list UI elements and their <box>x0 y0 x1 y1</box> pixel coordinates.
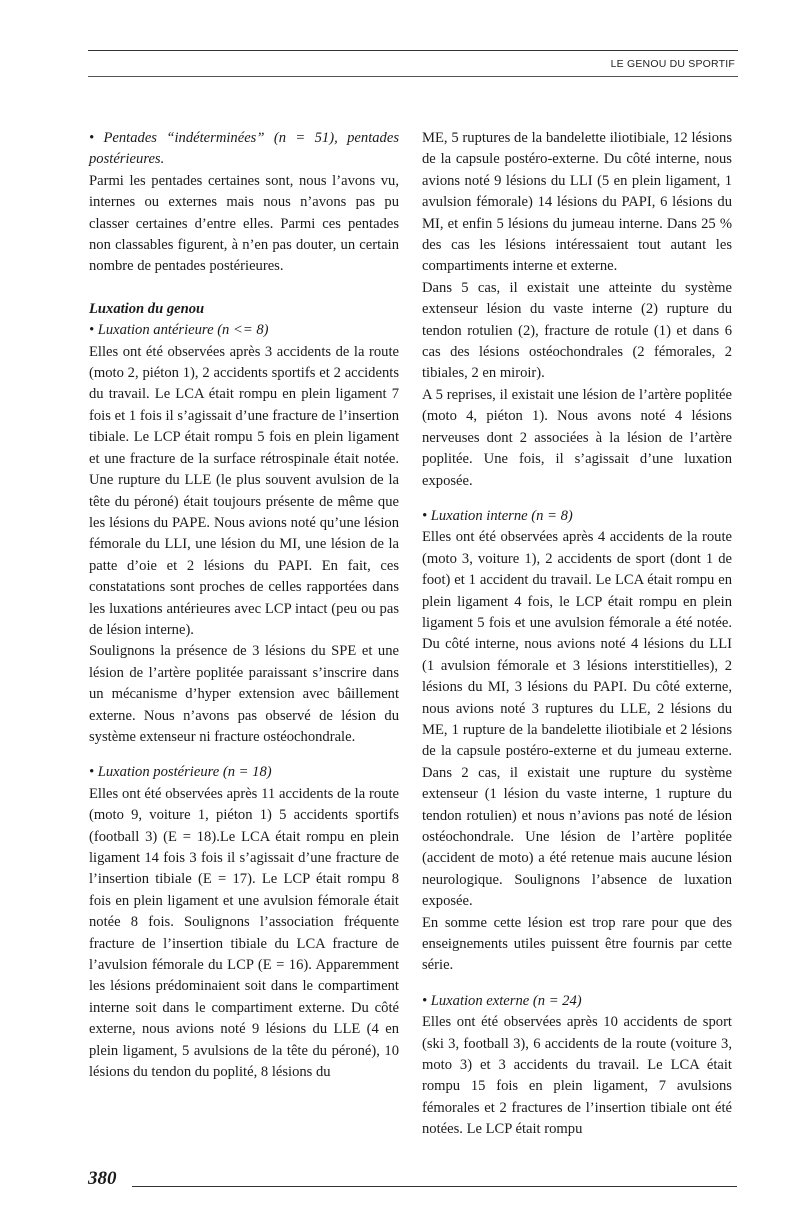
top-rule <box>88 50 738 51</box>
body-paragraph: Soulignons la présence de 3 lésions du SPE et une lésion de l’artère poplitée paraissant s’inscrire dans un mécanisme d’hyper extension avec bâillement externe. Nous n’avons pas observé de lésion du système extenseur ni fracture ostéochondrale. <box>89 643 399 745</box>
running-head: LE GENOU DU SPORTIF <box>610 58 735 70</box>
footer-rule <box>132 1186 737 1187</box>
body-paragraph: Elles ont été observées après 4 accidents de la route (moto 3, voiture 1), 2 accidents de sport (dont 1 de foot) et 1 accident du travail. Le LCA était rompu en plein ligament 4 fois, le LCP était rompu en plein ligament 5 fois et une avulsion fémorale a été notée. Du côté interne, nous avions noté 4 lésions du LLI (1 avulsion fémorale et 3 lésions interstitielles), 2 lésions du MI, 3 lésions du PAPI. Du côté externe, nous avions noté 3 ruptures du LLE, 2 lésions du ME, 1 rupture de la bandelette iliotibiale et 2 lésions de la capsule postéro-externe et du jumeau externe. Dans 2 cas, il existait une rupture du système extenseur (1 lésion du vaste interne, 1 rupture du tendon rotulien) et nous n’avions pas noté de lésion ostéochondrale. Une lésion de l’artère poplitée (accident de moto) a été retenue mais aucune lésion neurologique. Soulignons l’absence de luxation exposée. <box>422 529 732 910</box>
subsection-heading: • Luxation postérieure (n = 18) <box>89 764 272 781</box>
subsection-heading: • Luxation externe (n = 24) <box>422 992 582 1009</box>
block-spacer <box>422 977 732 991</box>
left-column <box>89 128 399 1083</box>
body-paragraph: Elles ont été observées après 10 accidents de sport (ski 3, football 3), 6 accidents de la route (voiture 3, moto 3) et 3 accidents du travail. Le LCA était rompu 15 fois en plein ligament, 7 avulsions fémorales et 2 fractures de l’insertion tibiale ont été notées. Le LCP était rompu <box>422 1014 732 1138</box>
body-paragraph: En somme cette lésion est trop rare pour que des enseignements utiles puissent être fournis par cette série. <box>422 914 732 974</box>
body-paragraph: Elles ont été observées après 11 accidents de la route (moto 9, voiture 1, piéton 1) 5 accidents sportifs (football 3) (E = 18).Le LCA était rompu en plein ligament 14 fois 3 fois il s’agissait d’une fracture de l’insertion tibiale (E = 17). Le LCP était rompu 8 fois en plein ligament et une avulsion fémorale était notée 8 fois. Soulignons l’association fréquente fracture de l’insertion tibiale du LCA fracture de l’avulsion fémorale du LCP (E = 16). Apparemment les lésions prédominaient soit dans le compartiment interne soit dans le compartiment externe. Du côté externe, nous avions noté 9 lésions du LLE (4 en plein ligament, 5 avulsions de la tête du péroné), 10 lésions du tendon du poplité, 8 lésions du <box>89 785 399 1081</box>
section-heading: Luxation du genou <box>89 300 205 317</box>
body-paragraph: Elles ont été observées après 3 accidents de la route (moto 2, piéton 1), 2 accidents sportifs et 2 accidents du travail. Le LCA était rompu en plein ligament 7 fois et 1 fois il s’agissait d’une fracture de l’insertion tibiale. Le LCP était rompu 5 fois en plein ligament et une fracture de la surface rétrospinale était notée. Une rupture du LLE (le plus souvent avulsion de la tête du péroné) était toujours présente de même que les lésions du PAPE. Nous avions noté qu’une lésion fémorale du LLI, une lésion du MI, une lésion de la patte d’oie et 2 lésions du PAPI. En fait, ces constatations sont proches de celles rapportées dans les luxations antérieures avec LCP intact (peu ou pas de lésion interne). <box>89 343 399 638</box>
subsection-heading: • Pentades “indéterminées” (n = 51), pentades postérieures. <box>89 130 399 168</box>
right-column <box>422 128 732 1141</box>
page-number: 380 <box>88 1168 117 1189</box>
subsection-heading: • Luxation interne (n = 8) <box>422 507 573 524</box>
body-paragraph: A 5 reprises, il existait une lésion de l’artère poplitée (moto 4, piéton 1). Nous avons noté 4 lésions nerveuses dont 2 associées à la lésion de l’artère poplitée. Une fois, il s’agissait d’une luxation exposée. <box>422 386 732 489</box>
block-spacer <box>89 278 399 299</box>
subsection-heading: • Luxation antérieure (n <= 8) <box>89 322 269 339</box>
body-paragraph: Dans 5 cas, il existait une atteinte du système extenseur lésion du vaste interne (2) rupture du tendon rotulien (2), fracture de rotule (1) et dans 6 cas des lésions ostéochondrales (2 fémorales, 2 tibiales, 2 en miroir). <box>422 279 732 382</box>
body-paragraph: Parmi les pentades certaines sont, nous l’avons vu, internes ou externes mais nous n’avons pas pu classer certaines d’entre elles. Parmi ces pentades non classables figurent, à n’en pas douter, un certain nombre de pentades postérieures. <box>89 172 399 275</box>
body-paragraph: ME, 5 ruptures de la bandelette iliotibiale, 12 lésions de la capsule postéro-externe. Du côté interne, nous avions noté 9 lésions du LLI (5 en plein ligament, 1 avulsion fémorale) 14 lésions du PAPI, 6 lésions du MI, et enfin 5 lésions du jumeau interne. Dans 25 % des cas les lésions intéressaient tout autant les compartiments interne et externe. <box>422 130 732 275</box>
block-spacer <box>89 748 399 762</box>
header-rule <box>88 76 738 77</box>
block-spacer <box>422 492 732 506</box>
